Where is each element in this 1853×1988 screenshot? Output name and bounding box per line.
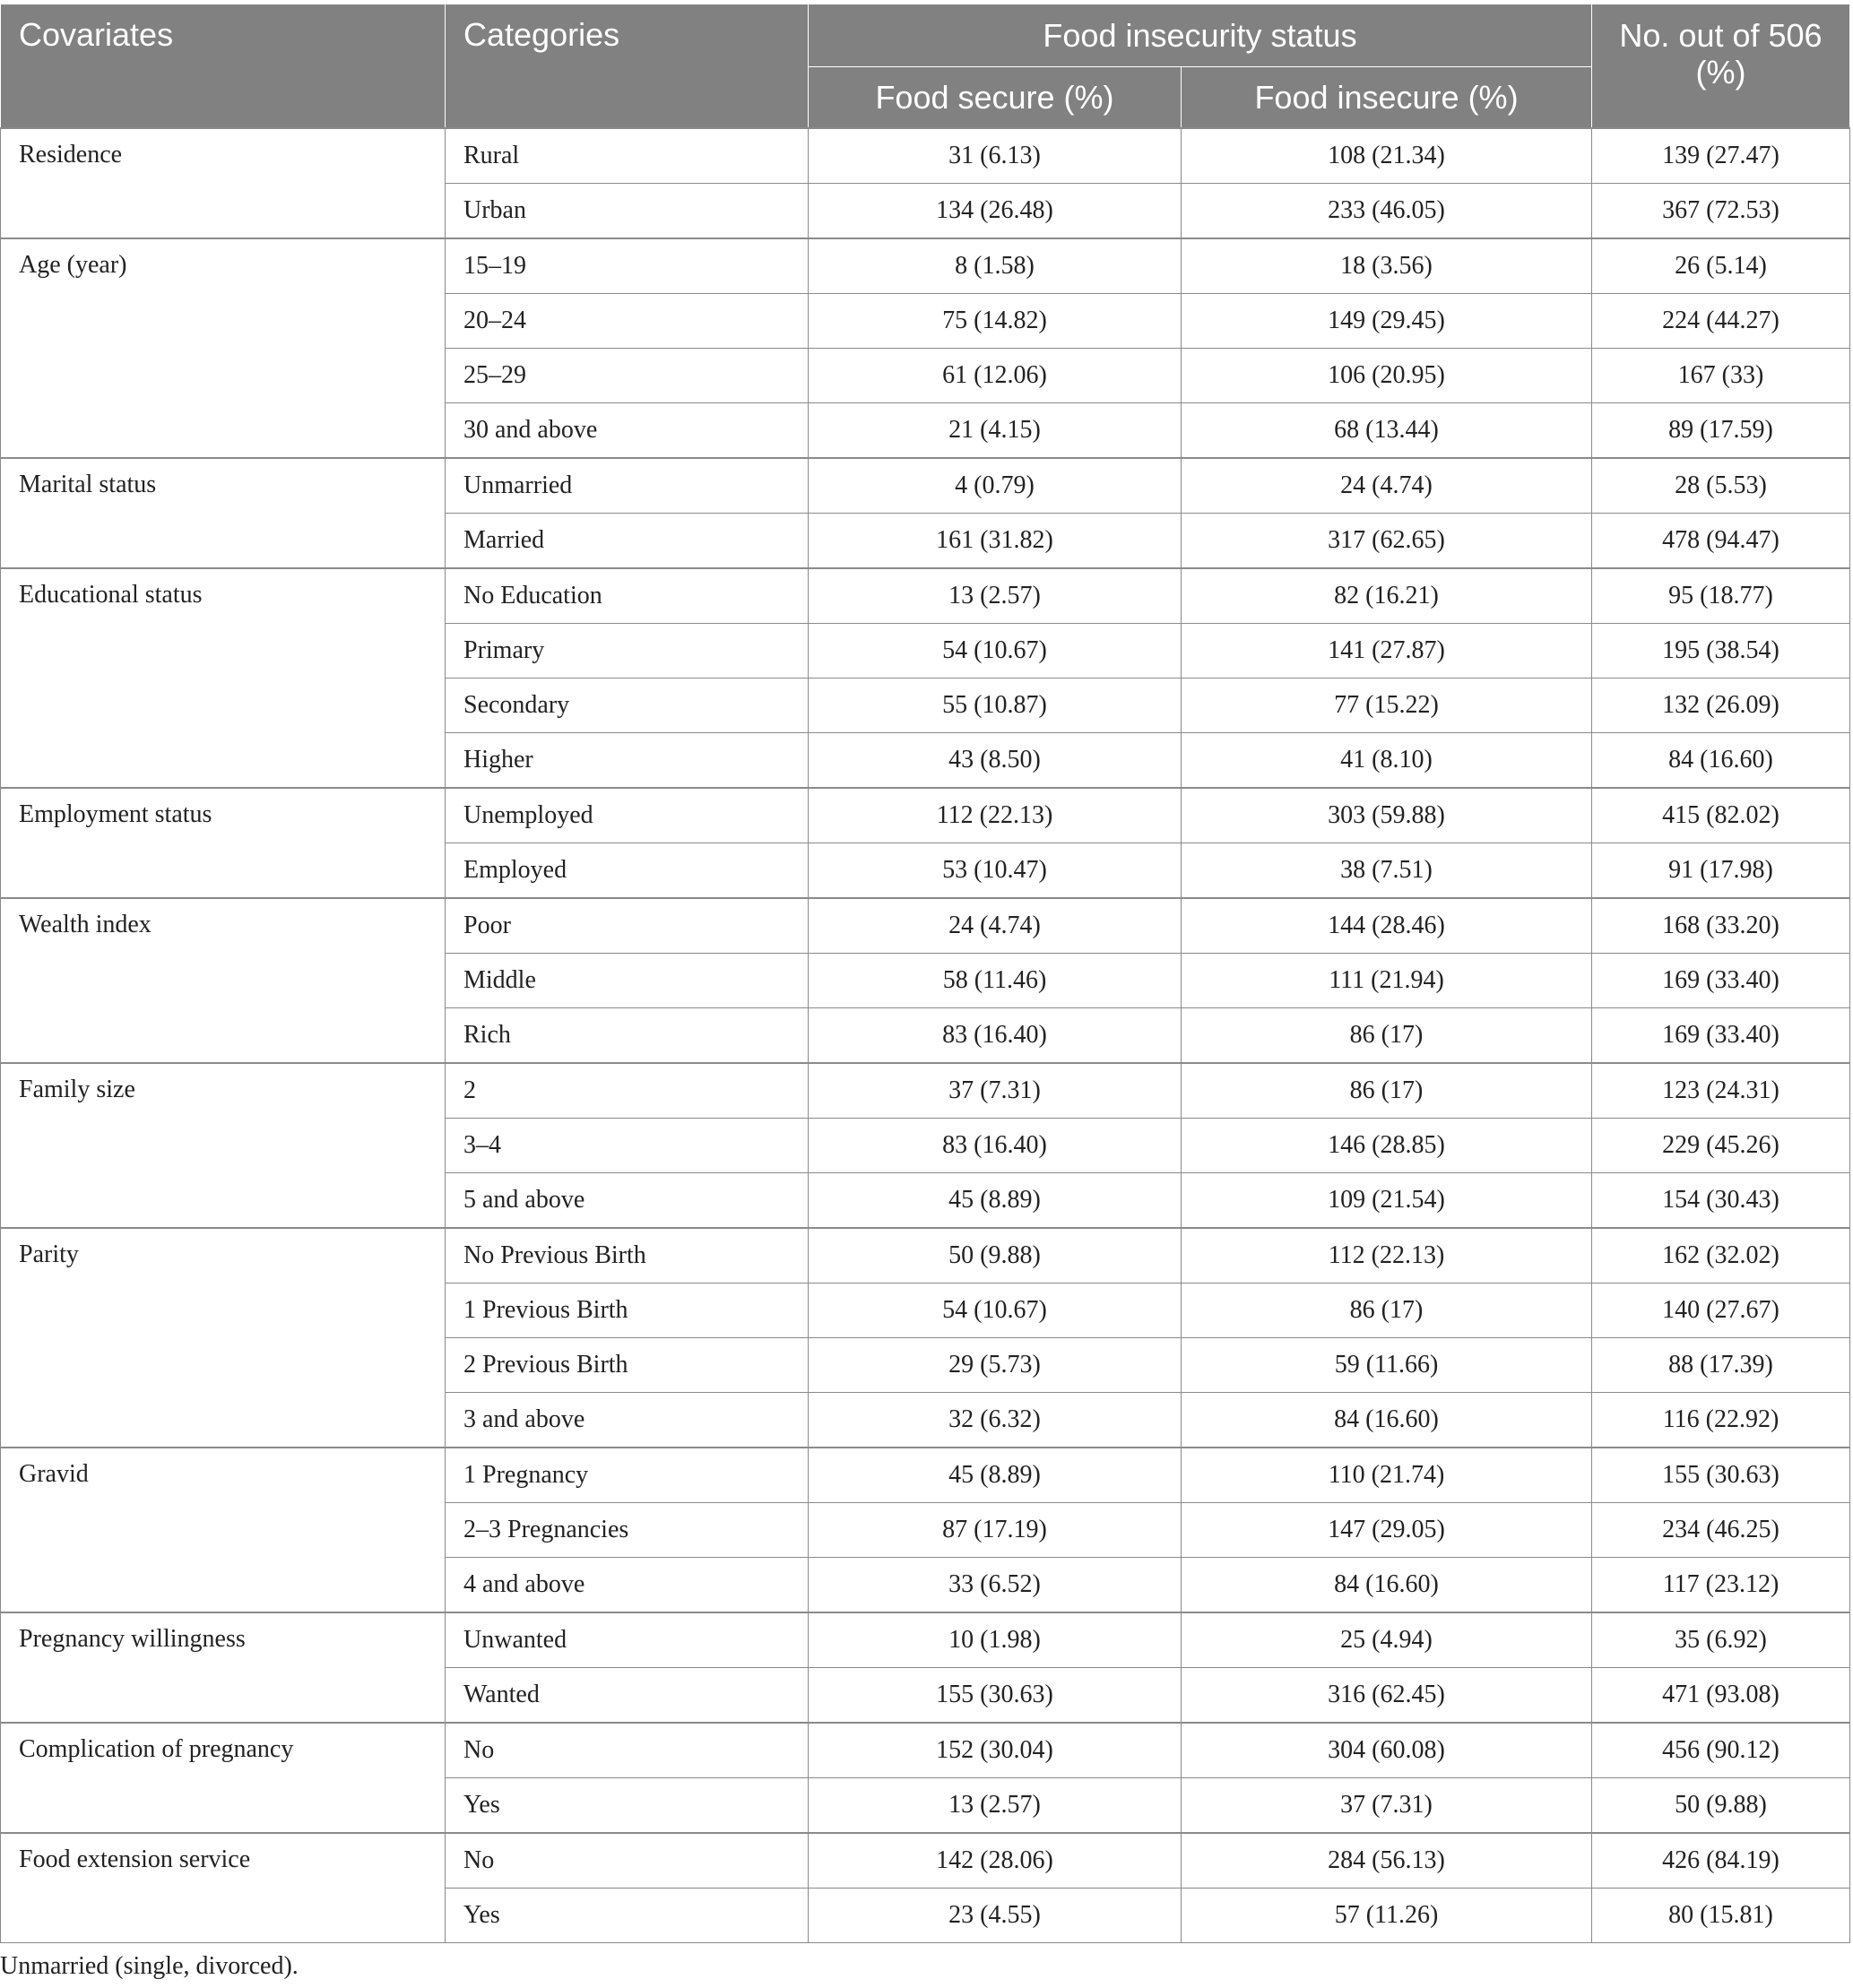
- total-cell: 50 (9.88): [1592, 1778, 1850, 1834]
- food-insecure-cell: 24 (4.74): [1182, 458, 1592, 514]
- category-cell: Secondary: [446, 679, 809, 733]
- total-cell: 367 (72.53): [1592, 184, 1850, 239]
- food-secure-cell: 134 (26.48): [809, 184, 1182, 239]
- table-container: [0, 4, 1849, 1943]
- category-cell: 1 Previous Birth: [446, 1284, 809, 1338]
- total-cell: 117 (23.12): [1592, 1558, 1850, 1613]
- food-insecure-cell: 303 (59.88): [1182, 788, 1592, 843]
- food-secure-cell: 8 (1.58): [809, 238, 1182, 294]
- covariate-cell: Pregnancy willingness: [1, 1612, 446, 1723]
- category-cell: Higher: [446, 733, 809, 789]
- food-secure-cell: 45 (8.89): [809, 1448, 1182, 1503]
- category-cell: Poor: [446, 898, 809, 954]
- total-cell: 89 (17.59): [1592, 403, 1850, 459]
- food-secure-cell: 24 (4.74): [809, 898, 1182, 954]
- table-row: [1, 788, 1850, 843]
- table-row: [1, 238, 1850, 294]
- total-cell: 169 (33.40): [1592, 954, 1850, 1008]
- food-insecure-cell: 110 (21.74): [1182, 1448, 1592, 1503]
- covariate-cell: Parity: [1, 1228, 446, 1448]
- total-cell: 415 (82.02): [1592, 788, 1850, 843]
- table-row: [1, 1612, 1850, 1668]
- food-insecure-cell: 68 (13.44): [1182, 403, 1592, 459]
- category-cell: 25–29: [446, 349, 809, 403]
- food-secure-cell: 33 (6.52): [809, 1558, 1182, 1613]
- total-cell: 426 (84.19): [1592, 1833, 1850, 1889]
- food-insecure-cell: 86 (17): [1182, 1008, 1592, 1064]
- total-cell: 91 (17.98): [1592, 843, 1850, 899]
- table-row: [1, 568, 1850, 624]
- covariate-cell: Employment status: [1, 788, 446, 898]
- total-cell: 229 (45.26): [1592, 1119, 1850, 1173]
- food-secure-cell: 83 (16.40): [809, 1008, 1182, 1064]
- covariate-cell: Complication of pregnancy: [1, 1723, 446, 1833]
- total-cell: 234 (46.25): [1592, 1503, 1850, 1558]
- header-food-insecure: Food insecure (%): [1182, 67, 1592, 129]
- food-secure-cell: 155 (30.63): [809, 1668, 1182, 1724]
- food-secure-cell: 29 (5.73): [809, 1338, 1182, 1393]
- header-total: No. out of 506 (%): [1592, 4, 1850, 129]
- total-cell: 167 (33): [1592, 349, 1850, 403]
- food-secure-cell: 4 (0.79): [809, 458, 1182, 514]
- category-cell: No: [446, 1723, 809, 1778]
- total-cell: 26 (5.14): [1592, 238, 1850, 294]
- covariate-cell: Family size: [1, 1063, 446, 1228]
- food-secure-cell: 53 (10.47): [809, 843, 1182, 899]
- food-insecure-cell: 112 (22.13): [1182, 1228, 1592, 1284]
- category-cell: 5 and above: [446, 1173, 809, 1229]
- category-cell: 20–24: [446, 294, 809, 349]
- total-cell: 116 (22.92): [1592, 1393, 1850, 1448]
- food-insecure-cell: 109 (21.54): [1182, 1173, 1592, 1229]
- covariates-table: [0, 4, 1850, 1943]
- food-secure-cell: 87 (17.19): [809, 1503, 1182, 1558]
- category-cell: Wanted: [446, 1668, 809, 1724]
- total-cell: 35 (6.92): [1592, 1612, 1850, 1668]
- covariate-cell: Age (year): [1, 238, 446, 458]
- food-secure-cell: 13 (2.57): [809, 1778, 1182, 1834]
- category-cell: Yes: [446, 1778, 809, 1834]
- food-insecure-cell: 304 (60.08): [1182, 1723, 1592, 1778]
- total-cell: 139 (27.47): [1592, 128, 1850, 184]
- header-food-insecurity-status: Food insecurity status: [809, 4, 1592, 67]
- category-cell: 3 and above: [446, 1393, 809, 1448]
- header-categories: Categories: [446, 4, 809, 129]
- total-cell: 162 (32.02): [1592, 1228, 1850, 1284]
- covariate-cell: Residence: [1, 128, 446, 238]
- food-insecure-cell: 106 (20.95): [1182, 349, 1592, 403]
- covariate-cell: Marital status: [1, 458, 446, 568]
- food-insecure-cell: 82 (16.21): [1182, 568, 1592, 624]
- food-insecure-cell: 84 (16.60): [1182, 1558, 1592, 1613]
- food-insecure-cell: 59 (11.66): [1182, 1338, 1592, 1393]
- covariate-cell: Gravid: [1, 1448, 446, 1612]
- table-row: [1, 898, 1850, 954]
- food-insecure-cell: 37 (7.31): [1182, 1778, 1592, 1834]
- food-insecure-cell: 25 (4.94): [1182, 1612, 1592, 1668]
- total-cell: 169 (33.40): [1592, 1008, 1850, 1064]
- category-cell: 2: [446, 1063, 809, 1119]
- total-cell: 224 (44.27): [1592, 294, 1850, 349]
- food-secure-cell: 13 (2.57): [809, 568, 1182, 624]
- food-insecure-cell: 57 (11.26): [1182, 1889, 1592, 1943]
- total-cell: 195 (38.54): [1592, 624, 1850, 679]
- food-secure-cell: 61 (12.06): [809, 349, 1182, 403]
- food-secure-cell: 31 (6.13): [809, 128, 1182, 184]
- total-cell: 154 (30.43): [1592, 1173, 1850, 1229]
- food-insecure-cell: 149 (29.45): [1182, 294, 1592, 349]
- total-cell: 155 (30.63): [1592, 1448, 1850, 1503]
- food-insecure-cell: 144 (28.46): [1182, 898, 1592, 954]
- total-cell: 95 (18.77): [1592, 568, 1850, 624]
- covariate-cell: Educational status: [1, 568, 446, 788]
- food-insecure-cell: 77 (15.22): [1182, 679, 1592, 733]
- food-secure-cell: 32 (6.32): [809, 1393, 1182, 1448]
- category-cell: Unmarried: [446, 458, 809, 514]
- food-secure-cell: 83 (16.40): [809, 1119, 1182, 1173]
- total-cell: 84 (16.60): [1592, 733, 1850, 789]
- category-cell: Middle: [446, 954, 809, 1008]
- category-cell: No: [446, 1833, 809, 1889]
- category-cell: 30 and above: [446, 403, 809, 459]
- food-insecure-cell: 84 (16.60): [1182, 1393, 1592, 1448]
- total-cell: 132 (26.09): [1592, 679, 1850, 733]
- food-secure-cell: 54 (10.67): [809, 1284, 1182, 1338]
- food-secure-cell: 142 (28.06): [809, 1833, 1182, 1889]
- category-cell: Unemployed: [446, 788, 809, 843]
- food-secure-cell: 10 (1.98): [809, 1612, 1182, 1668]
- header-covariates: Covariates: [1, 4, 446, 129]
- category-cell: 3–4: [446, 1119, 809, 1173]
- total-cell: 80 (15.81): [1592, 1889, 1850, 1943]
- food-secure-cell: 45 (8.89): [809, 1173, 1182, 1229]
- food-secure-cell: 161 (31.82): [809, 514, 1182, 569]
- category-cell: 2 Previous Birth: [446, 1338, 809, 1393]
- table-footnote: Unmarried (single, divorced).: [0, 1952, 299, 1980]
- category-cell: No Education: [446, 568, 809, 624]
- table-row: [1, 1228, 1850, 1284]
- table-row: [1, 1063, 1850, 1119]
- category-cell: 2–3 Pregnancies: [446, 1503, 809, 1558]
- food-secure-cell: 54 (10.67): [809, 624, 1182, 679]
- category-cell: Unwanted: [446, 1612, 809, 1668]
- food-secure-cell: 43 (8.50): [809, 733, 1182, 789]
- category-cell: Rich: [446, 1008, 809, 1064]
- total-cell: 471 (93.08): [1592, 1668, 1850, 1724]
- food-insecure-cell: 316 (62.45): [1182, 1668, 1592, 1724]
- header-food-secure: Food secure (%): [809, 67, 1182, 129]
- category-cell: 1 Pregnancy: [446, 1448, 809, 1503]
- food-secure-cell: 112 (22.13): [809, 788, 1182, 843]
- total-cell: 123 (24.31): [1592, 1063, 1850, 1119]
- food-insecure-cell: 146 (28.85): [1182, 1119, 1592, 1173]
- table-row: [1, 1723, 1850, 1778]
- total-cell: 28 (5.53): [1592, 458, 1850, 514]
- total-cell: 478 (94.47): [1592, 514, 1850, 569]
- total-cell: 88 (17.39): [1592, 1338, 1850, 1393]
- category-cell: Married: [446, 514, 809, 569]
- category-cell: Yes: [446, 1889, 809, 1943]
- food-secure-cell: 152 (30.04): [809, 1723, 1182, 1778]
- food-secure-cell: 55 (10.87): [809, 679, 1182, 733]
- total-cell: 140 (27.67): [1592, 1284, 1850, 1338]
- food-insecure-cell: 18 (3.56): [1182, 238, 1592, 294]
- food-insecure-cell: 86 (17): [1182, 1284, 1592, 1338]
- table-body: [1, 128, 1850, 1943]
- covariate-cell: Wealth index: [1, 898, 446, 1063]
- category-cell: 4 and above: [446, 1558, 809, 1613]
- food-insecure-cell: 108 (21.34): [1182, 128, 1592, 184]
- food-secure-cell: 75 (14.82): [809, 294, 1182, 349]
- category-cell: Rural: [446, 128, 809, 184]
- table-row: [1, 458, 1850, 514]
- food-insecure-cell: 38 (7.51): [1182, 843, 1592, 899]
- table-row: [1, 128, 1850, 184]
- category-cell: 15–19: [446, 238, 809, 294]
- food-insecure-cell: 233 (46.05): [1182, 184, 1592, 239]
- food-secure-cell: 58 (11.46): [809, 954, 1182, 1008]
- table-row: [1, 1448, 1850, 1503]
- table-row: [1, 1833, 1850, 1889]
- category-cell: Urban: [446, 184, 809, 239]
- food-insecure-cell: 41 (8.10): [1182, 733, 1592, 789]
- covariate-cell: Food extension service: [1, 1833, 446, 1943]
- food-insecure-cell: 86 (17): [1182, 1063, 1592, 1119]
- category-cell: Primary: [446, 624, 809, 679]
- food-insecure-cell: 111 (21.94): [1182, 954, 1592, 1008]
- table-header: [1, 4, 1850, 129]
- food-insecure-cell: 317 (62.65): [1182, 514, 1592, 569]
- food-secure-cell: 23 (4.55): [809, 1889, 1182, 1943]
- food-secure-cell: 21 (4.15): [809, 403, 1182, 459]
- food-secure-cell: 50 (9.88): [809, 1228, 1182, 1284]
- food-secure-cell: 37 (7.31): [809, 1063, 1182, 1119]
- food-insecure-cell: 141 (27.87): [1182, 624, 1592, 679]
- total-cell: 456 (90.12): [1592, 1723, 1850, 1778]
- category-cell: Employed: [446, 843, 809, 899]
- total-cell: 168 (33.20): [1592, 898, 1850, 954]
- food-insecure-cell: 147 (29.05): [1182, 1503, 1592, 1558]
- food-insecure-cell: 284 (56.13): [1182, 1833, 1592, 1889]
- category-cell: No Previous Birth: [446, 1228, 809, 1284]
